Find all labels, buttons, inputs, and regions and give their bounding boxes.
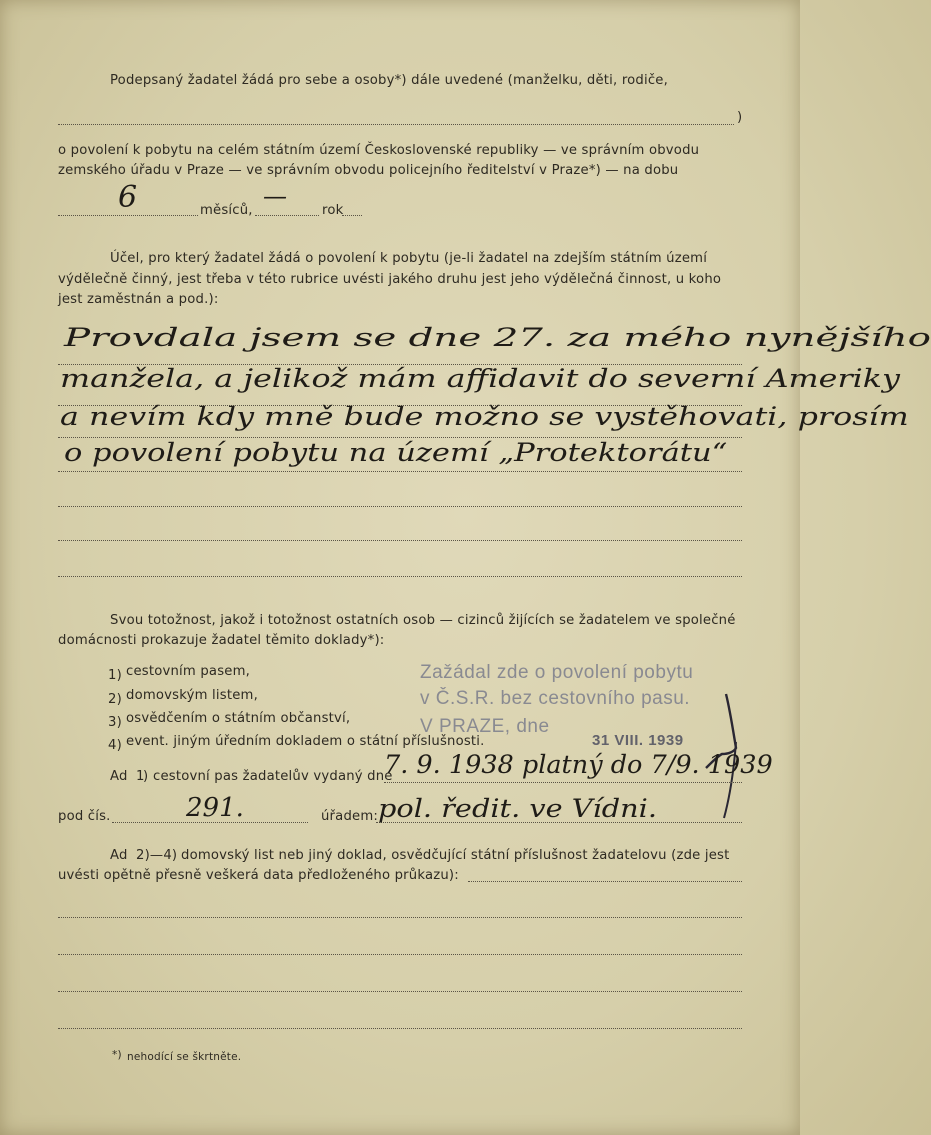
document-number-paren: ) (116, 668, 122, 683)
document-number: 4 (108, 738, 117, 753)
stamp-date: 31 VIII. 1939 (592, 732, 684, 749)
ad2-prefix: Ad (110, 848, 128, 863)
passport-issued-field[interactable] (384, 782, 742, 783)
purpose-handwriting-3: a nevím kdy mně bude možno se vystěhovati, prosím (60, 402, 909, 431)
passport-ad-num: 1 (136, 769, 145, 784)
passport-ad-prefix: Ad (110, 769, 128, 784)
passport-authority-handwriting: pol. ředit. ve Vídni. (378, 794, 657, 823)
passport-ad-paren: ) (143, 769, 149, 784)
document-number: 2 (108, 692, 117, 707)
stamp-line-3: V PRAZE, dne (420, 716, 550, 737)
intro-line-2: o povolení k pobytu na celém státním území Československé republiky — ve správním obvodu (58, 143, 700, 158)
document-number: 1 (108, 668, 117, 683)
months-field[interactable] (58, 215, 198, 216)
passport-number-label: pod čís. (58, 809, 111, 824)
document-number-paren: ) (116, 715, 122, 730)
ad2-field-4[interactable] (58, 1028, 742, 1029)
purpose-handwriting-1: Provdala jsem se dne 27. za mého nynějšího (64, 323, 931, 352)
stamp-line-1: Zažádal zde o povolení pobytu (420, 662, 694, 683)
months-label: měsíců, (200, 203, 253, 218)
purpose-line-field-5[interactable] (58, 506, 742, 507)
intro-line-3: zemského úřadu v Praze — ve správním obvodu policejního ředitelství v Praze*) — na dobu (58, 163, 679, 178)
identity-line-2: domácnosti prokazuje žadatel těmito doklady*): (58, 633, 385, 648)
document-text: cestovním pasem, (126, 664, 251, 679)
ad2-field-1[interactable] (58, 917, 742, 918)
ad2-line-2: uvésti opětně přesně veškerá data předloženého průkazu): (58, 868, 459, 883)
document-number-paren: ) (116, 738, 122, 753)
ad2-field-2[interactable] (58, 954, 742, 955)
passport-number-handwriting: 291. (186, 793, 244, 823)
document-text: domovským listem, (126, 688, 258, 703)
purpose-handwriting-4: o povolení pobytu na území „Protektorátu“ (64, 438, 728, 467)
ad2-field-3[interactable] (58, 991, 742, 992)
document-number: 3 (108, 715, 117, 730)
passport-authority-label: úřadem: (321, 809, 379, 824)
years-field[interactable] (255, 215, 319, 216)
document-item (108, 734, 485, 753)
purpose-handwriting-2: manžela, a jelikož mám affidavit do severní Ameriky (60, 364, 900, 393)
intro-line-1: Podepsaný žadatel žádá pro sebe a osoby*) dále uvedené (manželku, děti, rodiče, (110, 73, 669, 88)
identity-line-1: Svou totožnost, jakož i totožnost ostatních osob — cizinců žijících se žadatelem ve společné (110, 613, 736, 628)
document-item (108, 688, 258, 707)
months-handwriting: 6 (118, 180, 138, 215)
document-item (108, 711, 351, 730)
purpose-line-3: jest zaměstnán a pod.): (58, 292, 219, 307)
purpose-line-2: výdělečně činný, jest třeba v této rubrice uvésti jakého druhu jest jeho výdělečná činnost, u koho (58, 272, 722, 287)
purpose-line-field-6[interactable] (58, 540, 742, 541)
stamp-line-2: v Č.S.R. bez cestovního pasu. (420, 688, 691, 709)
document-item (108, 664, 251, 683)
passport-ad-text: cestovní pas žadatelův vydaný dne (153, 769, 393, 784)
ad2-field-0[interactable] (468, 881, 742, 882)
intro-line-1-close: ) (737, 110, 743, 125)
purpose-line-1: Účel, pro který žadatel žádá o povolení k pobytu (je-li žadatel na zdejším státním území (110, 251, 708, 266)
document-text: event. jiným úředním dokladem o státní příslušnosti. (126, 734, 485, 749)
years-handwriting: — (263, 182, 287, 210)
footnote-text: nehodící se škrtněte. (127, 1051, 242, 1063)
relatives-field[interactable] (58, 124, 734, 125)
ad2-range: 2)—4) (136, 848, 178, 863)
passport-issued-handwriting: 7. 9. 1938 platný do 7/9. 1939 (384, 750, 773, 779)
years-label: rok (322, 203, 344, 218)
document-number-paren: ) (116, 692, 122, 707)
ad2-line-1: domovský list neb jiný doklad, osvědčující státní příslušnost žadatelovu (zde jest (181, 848, 730, 863)
years-dots (342, 215, 362, 216)
document-text: osvědčením o státním občanství, (126, 711, 351, 726)
purpose-line-field-7[interactable] (58, 576, 742, 577)
purpose-line-field-4[interactable] (58, 471, 742, 472)
footnote-mark: *) (112, 1049, 122, 1061)
